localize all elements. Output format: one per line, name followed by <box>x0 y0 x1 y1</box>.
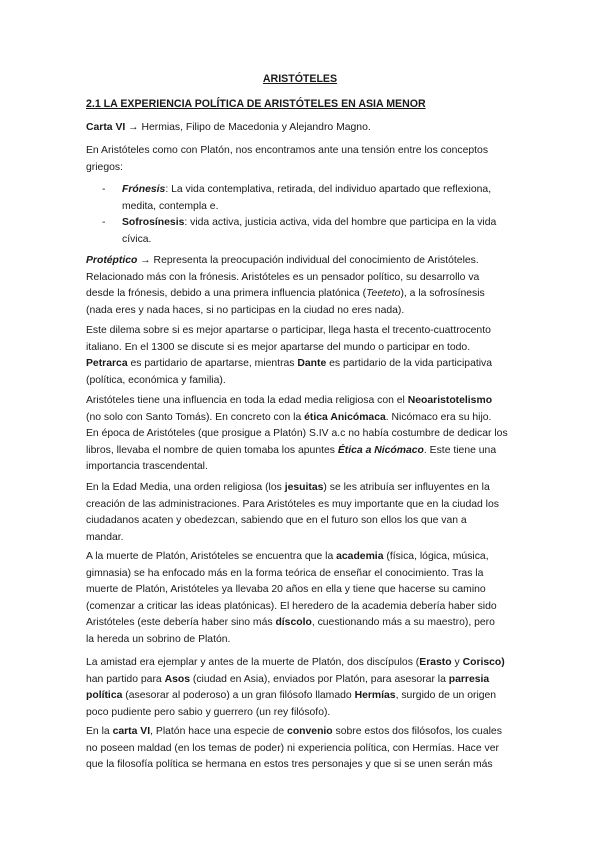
text-line: importancia trascendental. <box>86 461 208 472</box>
carta-vi-text: Hermias, Filipo de Macedonia y Alejandro Magno. <box>138 122 371 133</box>
text-span: ) se les atribuía ser influyentes en la <box>323 482 490 493</box>
paragraph-muerte-platon <box>86 549 518 648</box>
paragraph-tension <box>86 143 518 176</box>
text-span: , cuestionando más a su maestro), pero <box>311 617 495 628</box>
text-span: : La vida contemplativa, retirada, del individuo apartado que reflexiona, <box>165 184 492 195</box>
text-span: es partidario de apartarse, mientras <box>127 358 298 369</box>
list-item <box>102 182 518 215</box>
list-dash: - <box>102 184 106 195</box>
text-span: (asesorar al poderoso) a un gran filósofo llamado <box>122 690 355 701</box>
text-line: italiano. En el 1300 se discute si es mejor apartarse del mundo o participar en todo. <box>86 341 471 353</box>
text-span: Representa la preocupación individual del conocimiento de Aristóteles. <box>150 255 479 266</box>
text-line: gimnasia) se ha enfocado más en la forma teórica de enseñar el conocimiento. Tras la <box>86 567 484 579</box>
text-line: En época de Aristóteles (que prosigue a Platón) S.IV a.c no había costumbre de dedicar los <box>86 428 508 439</box>
text-span: En la <box>86 726 113 737</box>
arrow-icon: → <box>128 122 139 133</box>
text-line: poco pudiente pero sabio y guerrero (un rey filósofo). <box>86 706 331 718</box>
text-line: (política, económica y familia). <box>86 374 226 386</box>
text-span: ), a la sofrosínesis <box>400 288 485 299</box>
term-discolo: díscolo <box>275 617 312 628</box>
paragraph-carta-vi-convenio <box>86 724 518 774</box>
text-line: ciudadanos acaten y obedezcan, sabiendo que en el futuro son ellos los que van a <box>86 515 467 526</box>
term-carta-vi: carta VI <box>112 726 151 737</box>
term-academia: academia <box>336 551 384 562</box>
term-sofrosinesis: Sofrosínesis <box>122 217 185 228</box>
text-span: La amistad era ejemplar y antes de la muerte de Platón, dos discípulos ( <box>86 657 420 668</box>
text-span: libros, llevaba el nombre de quien tomaba los apuntes <box>86 444 338 456</box>
paragraph-edad-media <box>86 480 518 546</box>
paragraph-proteptico <box>86 253 518 319</box>
text-span: (no solo con Santo Tomás). En concreto con la <box>86 411 305 423</box>
paragraph-amistad <box>86 655 518 721</box>
text-span: En la Edad Media, una orden religiosa (los <box>86 482 285 493</box>
term-convenio: convenio <box>287 726 333 737</box>
text-line: Relacionado más con la frónesis. Aristóteles es un pensador político, su desarrollo va <box>86 271 480 283</box>
term-proteptico: Protéptico <box>86 255 138 266</box>
text-line: (comenzar a criticar las ideas platónicas). El heredero de la academia debería haber sido <box>86 600 497 612</box>
term-etica-a-nicomaco: Ética a Nicómaco <box>337 444 424 456</box>
teeteto-italic: Teeteto <box>366 288 401 299</box>
text-span: han partido para <box>86 673 165 685</box>
text-span: , Platón hace una especie de <box>150 726 288 737</box>
term-jesuitas: jesuitas <box>284 482 324 493</box>
text-line: creación de las administraciones. Para Aristóteles es muy importante que en la ciudad los <box>86 498 499 510</box>
text-span: (ciudad en Asia), enviados por Platón, para asesorar la <box>190 673 449 685</box>
list-item <box>102 215 518 248</box>
text-line: En Aristóteles como con Platón, nos encontramos ante una tensión entre los conceptos <box>86 145 489 156</box>
text-line: mandar. <box>86 531 124 543</box>
paragraph-neoaristotelismo <box>86 393 518 476</box>
term-politica: política <box>86 690 123 701</box>
list-dash: - <box>102 217 106 228</box>
text-span: . Nicómaco era su hijo. <box>385 411 492 423</box>
text-span: desde la frónesis, debido a una primera influencia platónica ( <box>86 288 367 299</box>
text-span: sobre estos dos filósofos, los cuales <box>332 726 502 737</box>
text-line: que la filosofía política se hermana en estos tres personajes y que si se unen serán más <box>86 759 493 770</box>
section-heading: 2.1 LA EXPERIENCIA POLÍTICA DE ARISTÓTELES EN ASIA MENOR <box>86 98 426 110</box>
carta-vi-label: Carta VI <box>86 122 126 133</box>
text-line: medita, contempla e. <box>122 200 219 212</box>
text-line: griegos: <box>86 161 123 173</box>
text-span: . Este tiene una <box>423 444 497 456</box>
text-line: cívica. <box>122 233 152 245</box>
paragraph-carta-vi <box>86 120 518 137</box>
term-neoaristotelismo: Neoaristotelismo <box>407 395 493 406</box>
term-corisco: Corisco) <box>462 657 505 668</box>
term-petrarca: Petrarca <box>86 358 128 369</box>
term-hermias: Hermías <box>354 690 396 701</box>
concept-list <box>102 182 518 248</box>
term-erasto: Erasto <box>419 657 452 668</box>
text-span: y <box>451 657 463 668</box>
text-span: , surgido de un origen <box>395 690 497 701</box>
text-line: la hereda un sobrino de Platón. <box>86 633 231 645</box>
text-line: Este dilema sobre si es mejor apartarse o participar, llega hasta el trecento-cuattrocento <box>86 325 491 336</box>
text-span: es partidario de la vida participativa <box>326 358 493 369</box>
arrow-icon: → <box>140 255 151 266</box>
text-line: (nada eres y nada haces, si no participas en la ciudad no eres nada). <box>86 304 405 316</box>
text-line: no poseen maldad (en los temas de poder) ni experiencia política, con Hermías. Hace ver <box>86 742 499 754</box>
text-span: A la muerte de Platón, Aristóteles se encuentra que la <box>86 551 337 562</box>
text-span: (física, lógica, música, <box>383 551 489 562</box>
term-asos: Asos <box>164 673 190 685</box>
paragraph-dilema <box>86 323 518 389</box>
term-dante: Dante <box>297 358 327 369</box>
text-span: Aristóteles tiene una influencia en toda la edad media religiosa con el <box>86 395 408 406</box>
document-title: ARISTÓTELES <box>262 73 338 85</box>
term-parresia: parresia <box>448 673 490 685</box>
text-line: muerte de Platón, Aristóteles ya llevaba 20 años en ella y tiene que hacerse su camino <box>86 584 486 595</box>
term-etica-anicomaca: ética Anicómaca <box>304 411 386 423</box>
text-span: : vida activa, justicia activa, vida del hombre que participa en la vida <box>184 217 497 228</box>
text-span: Aristóteles (este debería haber sino más <box>86 617 276 628</box>
term-fronesis: Frónesis <box>122 184 166 195</box>
